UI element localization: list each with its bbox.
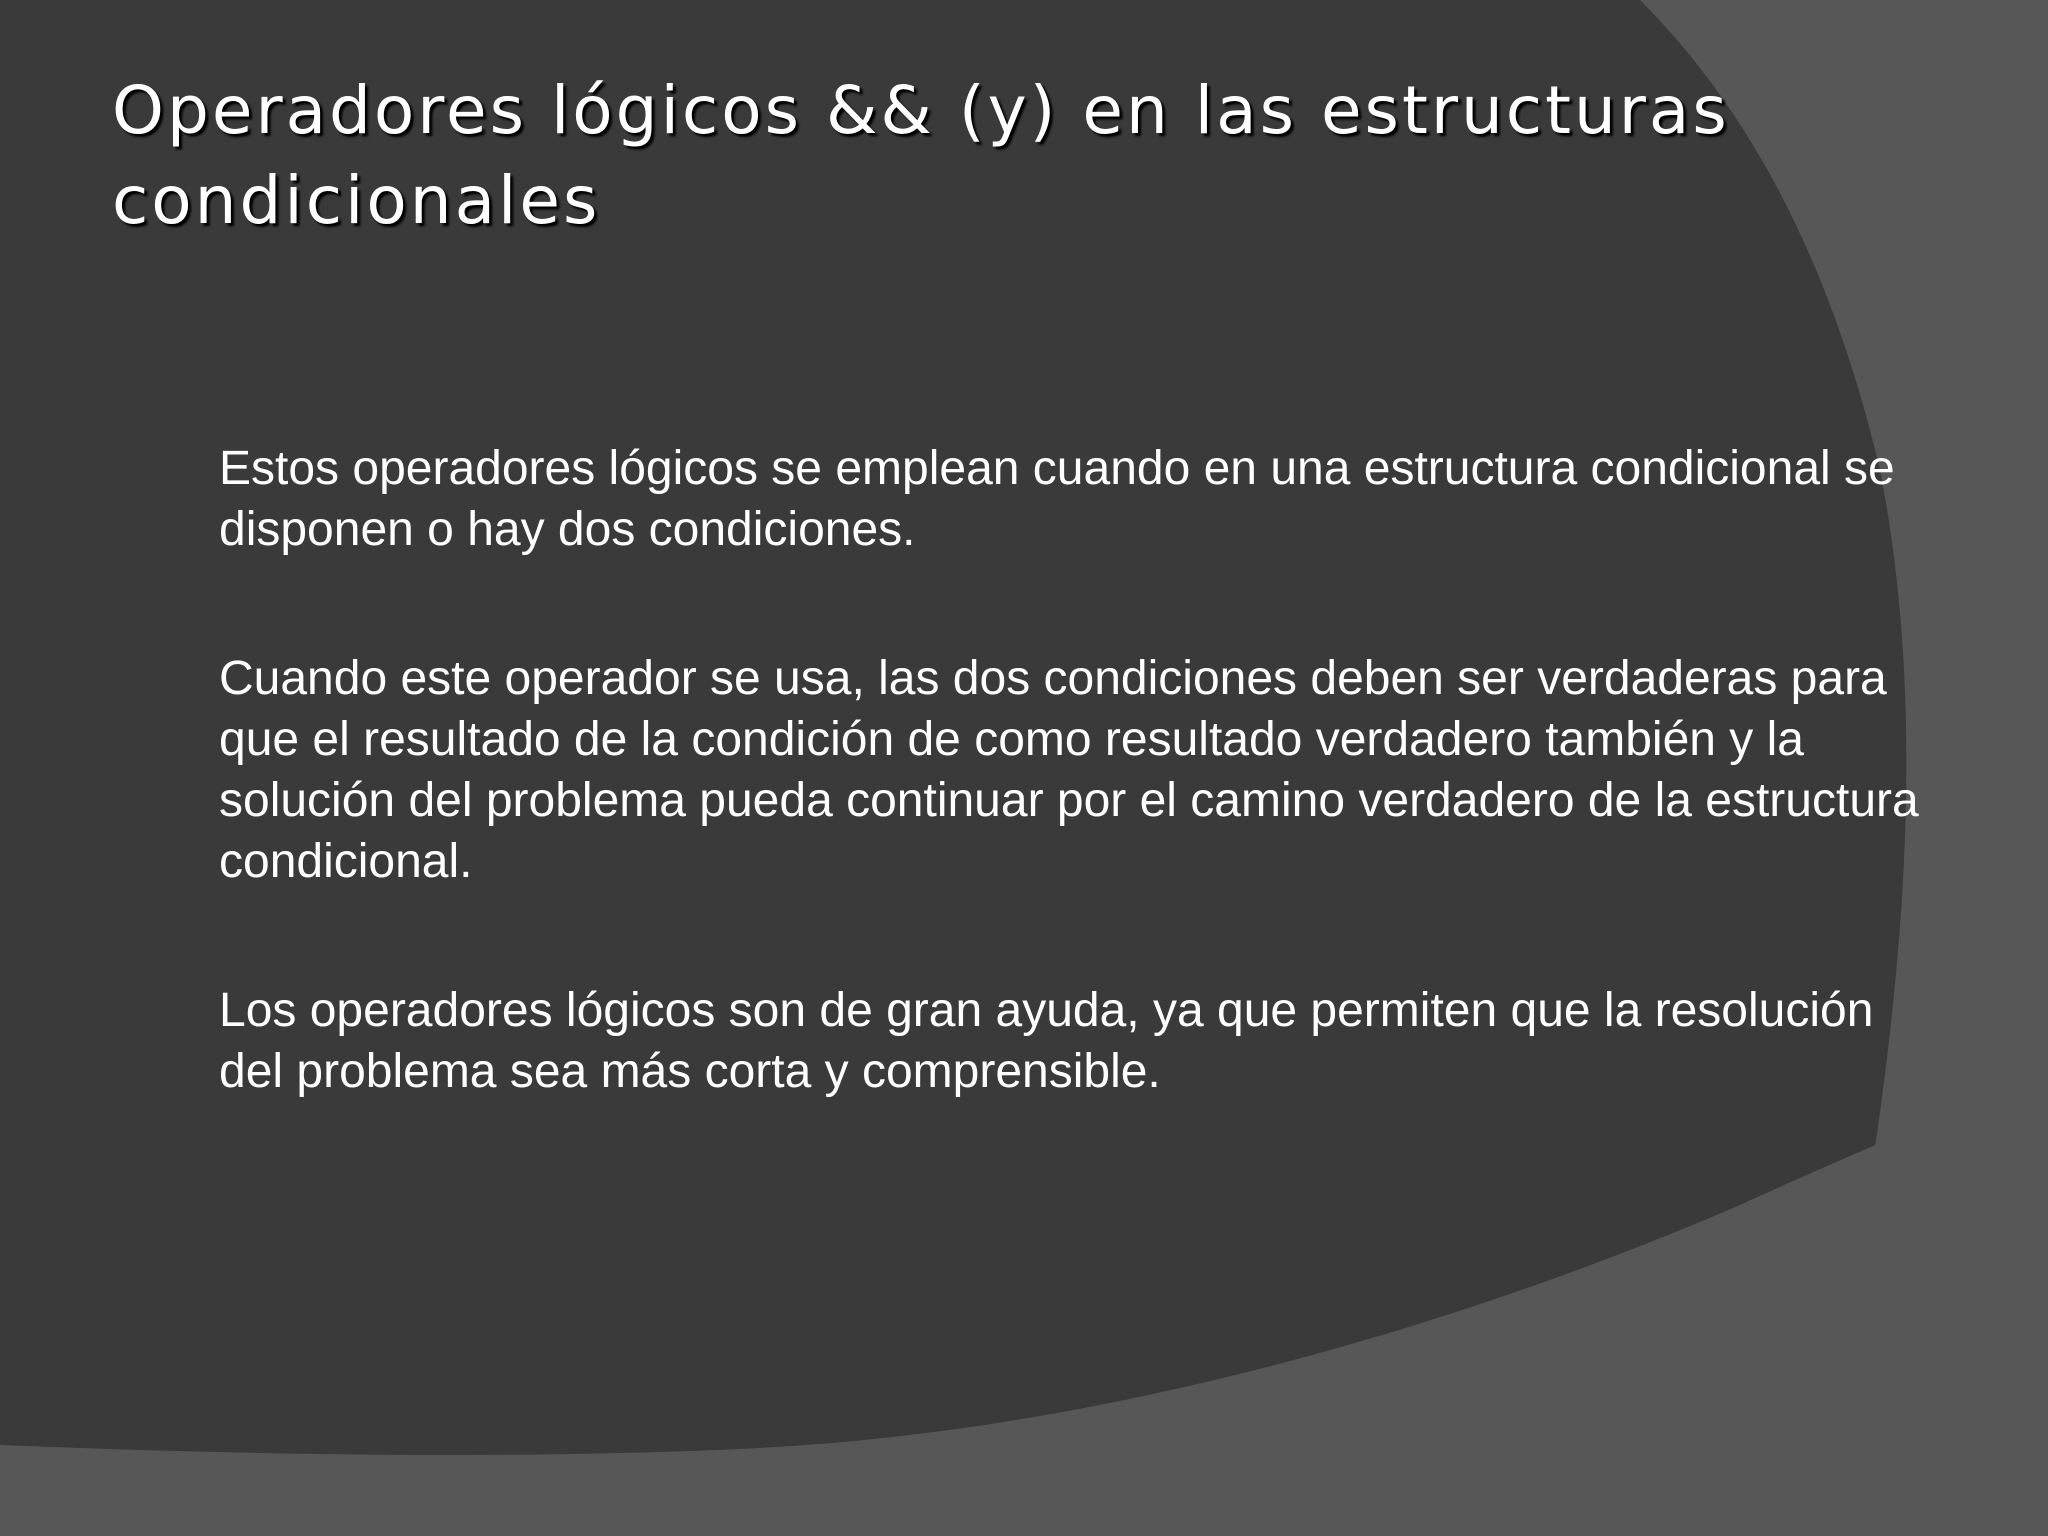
slide-title: Operadores lógicos && (y) en las estructuras condicionales: [112, 72, 1730, 239]
body-paragraph: Los operadores lógicos son de gran ayuda, ya que permiten que la resolución del problema sea más corta y comprensible.: [219, 984, 1874, 1098]
body-paragraph: Estos operadores lógicos se emplean cuando en una estructura condicional se disponen o hay dos condiciones.: [219, 442, 1895, 556]
slide-body: [219, 438, 1939, 1190]
body-paragraph: Cuando este operador se usa, las dos condiciones deben ser verdaderas para que el resultado de la condición de como resultado verdadero también y la solución del problema pueda continuar por el camino verdadero de la estructura condicional.: [219, 652, 1919, 888]
